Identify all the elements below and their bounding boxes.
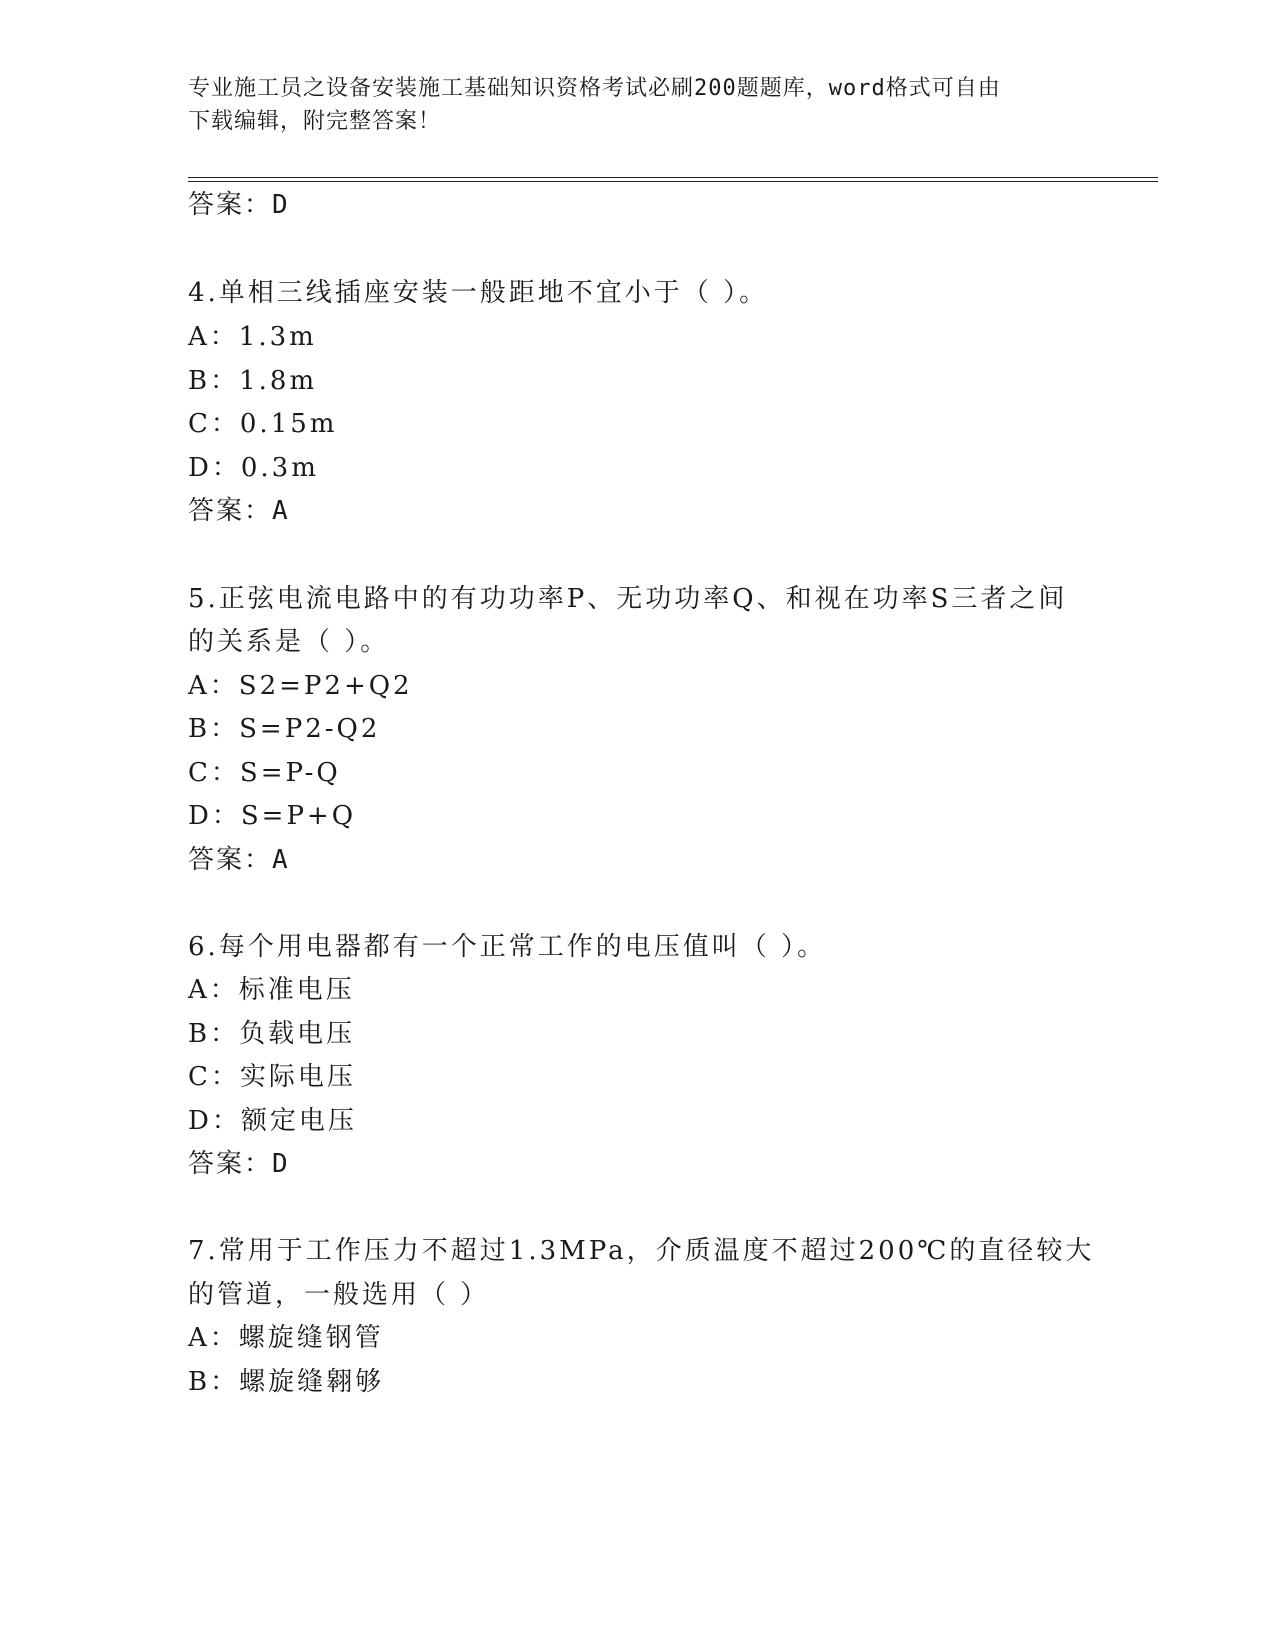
question-6-stem: 6.每个用电器都有一个正常工作的电压值叫（ ）。 (188, 932, 827, 962)
question-6-option-c: C：实际电压 (188, 1062, 356, 1092)
question-5-option-d: D：S=P+Q (188, 801, 357, 831)
document-header (188, 72, 1068, 138)
question-4-stem: 4.单相三线插座安装一般距地不宜小于（ ）。 (188, 278, 769, 308)
question-5-stem-line-1: 5.正弦电流电路中的有功功率P、无功功率Q、和视在功率S三者之间 (188, 584, 1068, 614)
header-line-2: 下载编辑，附完整答案！ (188, 109, 442, 134)
answer-line: 答案：D (188, 190, 290, 220)
question-7-option-a: A：螺旋缝钢管 (188, 1323, 384, 1353)
question-4-option-c: C：0.15m (188, 409, 338, 439)
question-7-stem-line-2: 的管道，一般选用（ ） (188, 1280, 490, 1310)
question-6-option-a: A：标准电压 (188, 975, 355, 1005)
question-7-stem-line-1: 7.常用于工作压力不超过1.3MPa，介质温度不超过200℃的直径较大 (188, 1236, 1095, 1266)
question-5-option-c: C：S=P-Q (188, 758, 341, 788)
question-6-option-b: B：负载电压 (188, 1019, 356, 1049)
question-5-answer: 答案：A (188, 845, 290, 875)
question-6-option-d: D：额定电压 (188, 1106, 357, 1136)
question-5-stem-line-2: 的关系是（ ）。 (188, 627, 390, 657)
question-5-option-b: B：S=P2-Q2 (188, 714, 381, 744)
header-line-1: 专业施工员之设备安装施工基础知识资格考试必刷200题题库，word格式可自由 (188, 76, 1001, 101)
question-6-answer: 答案：D (188, 1149, 290, 1179)
question-5-option-a: A：S2=P2+Q2 (188, 671, 413, 701)
question-4-answer: 答案：A (188, 496, 290, 526)
header-divider (188, 177, 1158, 182)
question-7-option-b: B：螺旋缝翱够 (188, 1367, 385, 1397)
question-4-option-d: D：0.3m (188, 453, 319, 483)
question-4-option-b: B：1.8m (188, 366, 318, 396)
question-4-option-a: A：1.3m (188, 322, 317, 352)
